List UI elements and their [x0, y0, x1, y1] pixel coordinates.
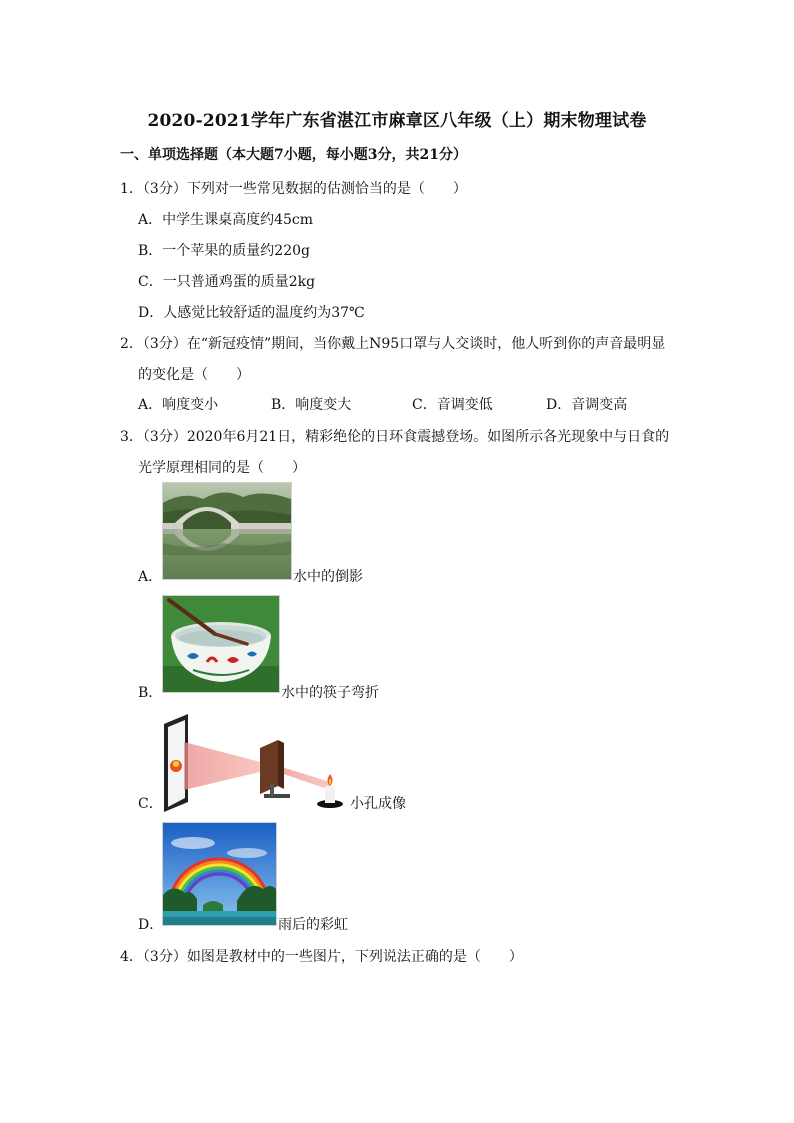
page-title: 2020-2021学年广东省湛江市麻章区八年级（上）期末物理试卷 [147, 111, 647, 131]
question-2-stem-cont: 的变化是（ ） [138, 367, 250, 383]
bridge-reflection-image [162, 482, 292, 580]
q1-option-d: D．人感觉比较舒适的温度约为37℃ [138, 305, 365, 321]
question-1-stem: 1．（3分）下列对一些常见数据的估测恰当的是（ ） [120, 181, 467, 197]
q1-option-b: B．一个苹果的质量约220g [138, 243, 310, 259]
q2-option-b: B．响度变大 [271, 397, 352, 413]
question-2-stem: 2．（3分）在“新冠疫情”期间，当你戴上N95口罩与人交谈时，他人听到你的声音最明显 [120, 336, 666, 352]
q3-option-a-label: A． [138, 569, 163, 585]
q1-option-a: A．中学生课桌高度约45cm [138, 212, 314, 228]
section-heading: 一、单项选择题（本大题7小题，每小题3分，共21分） [120, 147, 467, 163]
q3-option-a-caption: 水中的倒影 [293, 569, 363, 585]
question-3-stem: 3．（3分）2020年6月21日，精彩绝伦的日环食震撼登场。如图所示各光现象中与日食的 [120, 429, 670, 445]
q3-option-b-caption: 水中的筷子弯折 [281, 685, 379, 701]
q2-option-c: C．音调变低 [412, 397, 493, 413]
q1-option-c: C．一只普通鸡蛋的质量2kg [138, 274, 316, 290]
q2-option-a: A．响度变小 [138, 397, 219, 413]
q3-option-b-label: B． [138, 685, 163, 701]
question-4-stem: 4．（3分）如图是教材中的一些图片，下列说法正确的是（ ） [120, 949, 523, 965]
q3-option-c-label: C． [138, 796, 163, 812]
q3-option-d-label: D． [138, 917, 164, 933]
q3-option-c-caption: 小孔成像 [350, 796, 406, 812]
question-3-stem-cont: 光学原理相同的是（ ） [138, 460, 306, 476]
q3-option-d-caption: 雨后的彩虹 [278, 917, 348, 933]
rainbow-image [162, 822, 277, 926]
q2-option-d: D．音调变高 [546, 397, 628, 413]
bowl-chopstick-image [162, 595, 280, 693]
pinhole-imaging-diagram [160, 712, 350, 816]
